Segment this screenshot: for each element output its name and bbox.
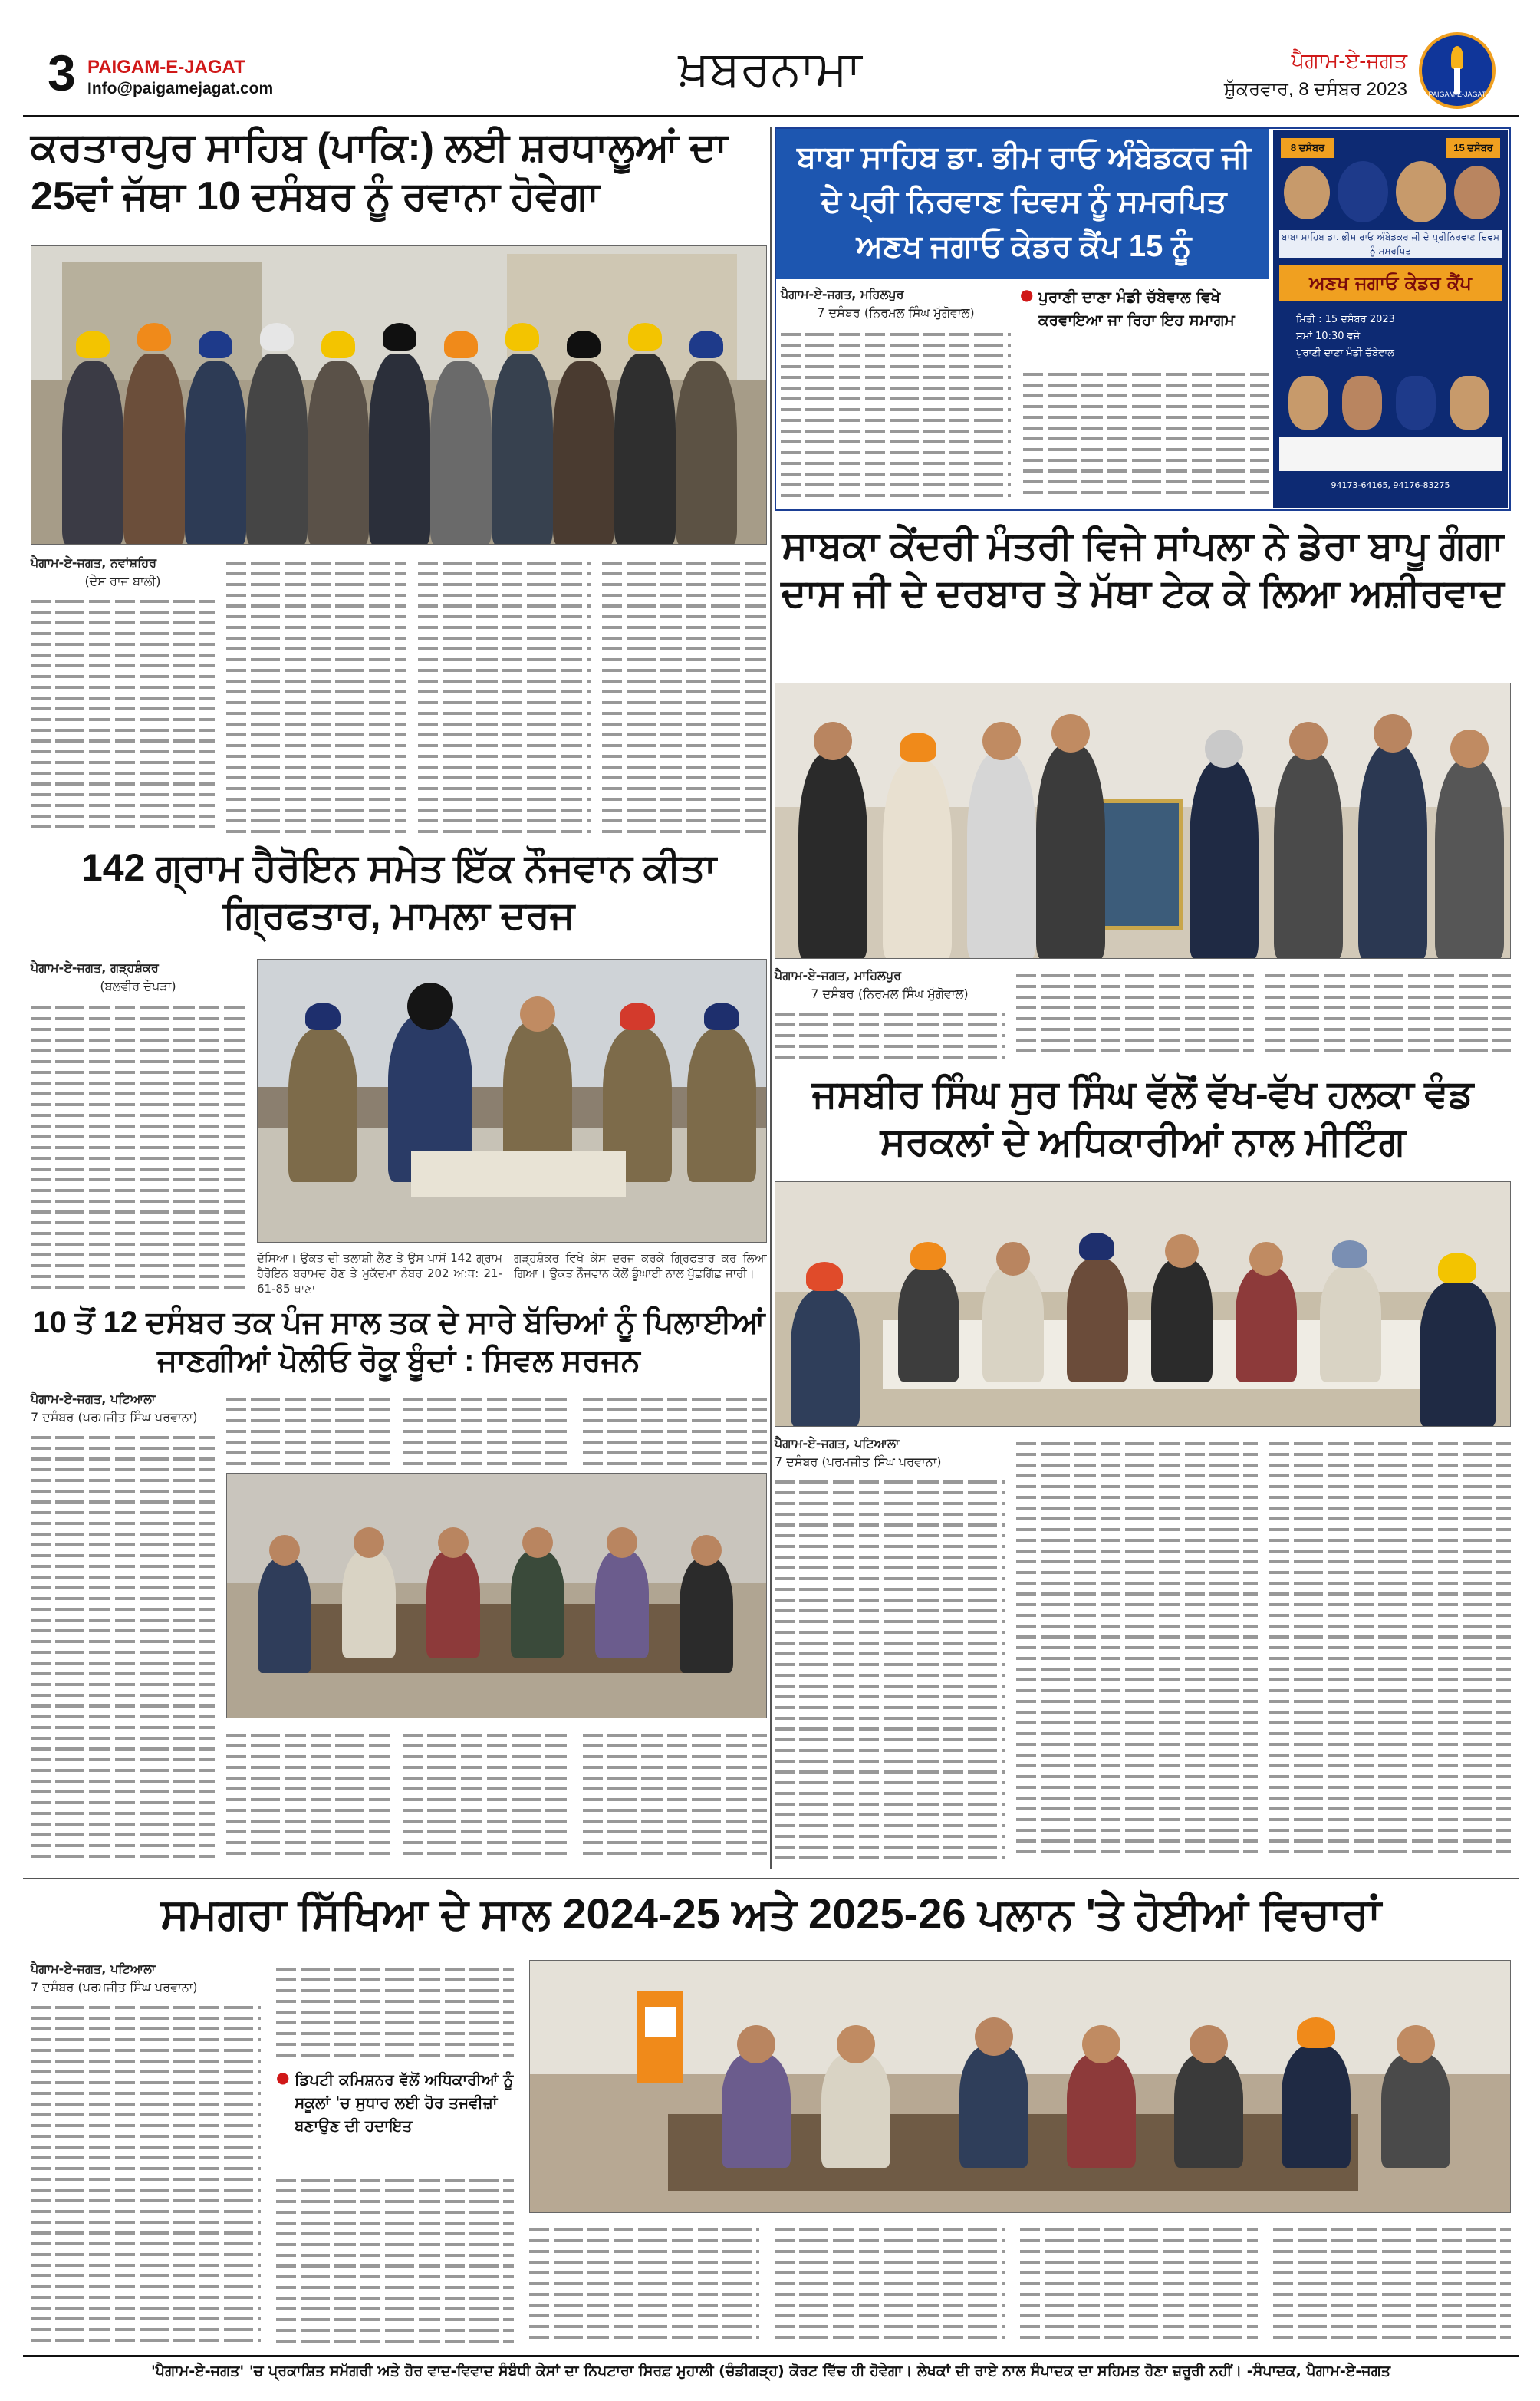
body-kartarpur-col3 — [418, 554, 591, 838]
column-divider — [770, 127, 772, 1869]
byline-polio: ਪੈਗਾਮ-ਏ-ਜਗਤ, ਪਟਿਆਲਾ — [31, 1392, 156, 1406]
headline-education: ਸਮਗਰਾ ਸਿੱਖਿਆ ਦੇ ਸਾਲ 2024-25 ਅਤੇ 2025-26 ਪਲਾਨ 'ਤੇ ਹੋਈਆਂ ਵਿਚਾਰਾਂ — [160, 1889, 1381, 1938]
ambedkar-title: ਬਾਬਾ ਸਾਹਿਬ ਡਾ. ਭੀਮ ਰਾਓ ਅੰਬੇਡਕਰ ਜੀ ਦੇ ਪ੍ਰੀ ਨਿਰਵਾਣ ਦਿਵਸ ਨੂੰ ਸਮਰਪਿਤ ਅਣਖ ਜਗਾਓ ਕੇਡਰ ਕੈਂਪ 15 ਨੂੰ — [797, 140, 1251, 263]
body-polio-col3-bottom — [403, 1726, 571, 1864]
brand-name-left: PAIGAM-E-JAGAT — [87, 57, 245, 77]
byline-education: ਪੈਗਾਮ-ਏ-ਜਗਤ, ਪਟਿਆਲਾ — [31, 1961, 156, 1976]
body-heroin-lead: ਦੱਸਿਆ। ਉਕਤ ਦੀ ਤਲਾਸ਼ੀ ਲੈਣ ਤੇ ਉਸ ਪਾਸੋਂ 142 ਗ੍ਰਾਮ ਹੈਰੋਇਨ ਬਰਾਮਦ ਹੋਣ ਤੇ ਮੁਕੱਦਮਾ ਨੰਬਰ 202 ਅ:ਧ: 21-61-85 ਥਾਣਾ — [257, 1251, 502, 1296]
masthead-rule — [23, 115, 1519, 117]
body-kartarpur-col4 — [602, 554, 767, 838]
body-polio-col1 — [31, 1428, 215, 1866]
byline-jasbir: ਪੈਗਾਮ-ਏ-ਜਗਤ, ਪਟਿਆਲਾ — [775, 1436, 900, 1451]
byline-ambedkar: ਪੈਗਾਮ-ਏ-ਜਗਤ, ਮਹਿਲਪੁਰ — [781, 287, 904, 301]
poster-title: ਅਣਖ ਜਗਾਓ ਕੇਡਰ ਕੈਂਪ — [1279, 265, 1502, 301]
bullet-icon: ● — [1020, 285, 1034, 304]
body-polio-col4-bottom — [583, 1726, 767, 1864]
body-ambedkar-col2 — [1023, 365, 1269, 506]
body-education-col2-top — [276, 1960, 514, 2060]
poster-tag-right: 15 ਦਸੰਬਰ — [1446, 138, 1500, 158]
reporter-education: 7 ਦਸੰਬਰ (ਪਰਮਜੀਤ ਸਿੰਘ ਪਰਵਾਨਾ) — [31, 1980, 198, 1994]
body-jasbir-col3 — [1269, 1434, 1511, 1866]
education-callout: ਡਿਪਟੀ ਕਮਿਸ਼ਨਰ ਵੱਲੋਂ ਅਧਿਕਾਰੀਆਂ ਨੂੰ ਸਕੂਲਾਂ 'ਚ ਸੁਧਾਰ ਲਈ ਹੋਰ ਤਜਵੀਜ਼ਾਂ ਬਣਾਉਣ ਦੀ ਹਦਾਇਤ — [295, 2070, 514, 2135]
ambedkar-poster — [1273, 130, 1508, 508]
body-heroin-end: ਗੜ੍ਹਸ਼ੰਕਰ ਵਿਖੇ ਕੇਸ ਦਰਜ ਕਰਕੇ ਗ੍ਰਿਫਤਾਰ ਕਰ ਲਿਆ ਗਿਆ। ਉਕਤ ਨੌਜਵਾਨ ਕੋਲੋਂ ਡੂੰਘਾਈ ਨਾਲ ਪੁੱਛਗਿੱਛ ਜਾਰੀ। — [514, 1251, 767, 1280]
reporter-heroin: (ਬਲਵੀਰ ਚੌਪੜਾ) — [100, 979, 176, 993]
body-education-col3 — [529, 2221, 759, 2347]
reporter-sampla: 7 ਦਸੰਬਰ (ਨਿਰਮਲ ਸਿੰਘ ਮੁੱਗੋਵਾਲ) — [811, 986, 969, 1001]
photo-kartarpur-group — [31, 245, 767, 545]
photo-heroin-arrest — [257, 959, 767, 1243]
body-education-col6 — [1273, 2221, 1511, 2347]
section-title: ਖ਼ਬਰਨਾਮਾ — [678, 41, 862, 96]
headline-jasbir: ਜਸਬੀਰ ਸਿੰਘ ਸੁਰ ਸਿੰਘ ਵੱਲੋਂ ਵੱਖ-ਵੱਖ ਹਲਕਾ ਵੰਡ ਸਰਕਲਾਂ ਦੇ ਅਧਿਕਾਰੀਆਂ ਨਾਲ ਮੀਟਿੰਗ — [811, 1072, 1474, 1163]
footer-rule — [23, 2355, 1519, 2357]
headline-kartarpur: ਕਰਤਾਰਪੁਰ ਸਾਹਿਬ (ਪਾਕਿ:) ਲਈ ਸ਼ਰਧਾਲੂਆਂ ਦਾ 25ਵਾਂ ਜੱਥਾ 10 ਦਸੰਬਰ ਨੂੰ ਰਵਾਨਾ ਹੋਵੇਗਾ — [31, 125, 728, 219]
brand-name-right: ਪੈਗਾਮ-ਏ-ਜਗਤ — [1291, 49, 1407, 72]
body-polio-col3-top — [403, 1390, 571, 1467]
section-divider — [23, 1878, 1519, 1879]
poster-time: ਸਮਾਂ 10:30 ਵਜੇ — [1296, 331, 1361, 342]
headline-heroin: 142 ਗ੍ਰਾਮ ਹੈਰੋਇਨ ਸਮੇਤ ਇੱਕ ਨੌਜਵਾਨ ਕੀਤਾ ਗ੍ਰਿਫਤਾਰ, ਮਾਮਲਾ ਦਰਜ — [81, 846, 717, 937]
body-kartarpur-col1 — [31, 592, 215, 836]
reporter-jasbir: 7 ਦਸੰਬਰ (ਪਰਮਜੀਤ ਸਿੰਘ ਪਰਵਾਨਾ) — [775, 1454, 942, 1469]
body-jasbir-col1 — [775, 1473, 1005, 1866]
body-education-col1 — [31, 1998, 261, 2347]
torch-logo-icon — [1419, 32, 1496, 109]
page-number: 3 — [48, 44, 76, 101]
issue-date: ਸ਼ੁੱਕਰਵਾਰ, 8 ਦਸੰਬਰ 2023 — [1223, 79, 1407, 100]
body-kartarpur-col2 — [226, 554, 406, 838]
byline-sampla: ਪੈਗਾਮ-ਏ-ਜਗਤ, ਮਾਹਿਲਪੁਰ — [775, 968, 902, 983]
poster-tag-left: 8 ਦਸੰਬਰ — [1281, 138, 1334, 158]
photo-education-meeting — [529, 1960, 1511, 2213]
body-education-col4 — [775, 2221, 1005, 2347]
logo-text: PAIGAM-E-JAGAT — [1428, 91, 1486, 98]
poster-place: ਪੁਰਾਣੀ ਦਾਣਾ ਮੰਡੀ ਚੱਬੇਵਾਲ — [1296, 347, 1394, 359]
body-education-col5 — [1020, 2221, 1258, 2347]
poster-phone: 94173-64165, 94176-83275 — [1331, 480, 1450, 490]
body-sampla-col3 — [1265, 967, 1511, 1063]
footer-disclaimer: 'ਪੈਗਾਮ-ਏ-ਜਗਤ' 'ਚ ਪ੍ਰਕਾਸ਼ਿਤ ਸਮੱਗਰੀ ਅਤੇ ਹੋਰ ਵਾਦ-ਵਿਵਾਦ ਸੰਬੰਧੀ ਕੇਸਾਂ ਦਾ ਨਿਪਟਾਰਾ ਸਿਰਫ਼ ਮੁਹਾਲੀ (ਚੰਡੀਗੜ੍ਹ) ਕੋਰਟ ਵਿੱਚ ਹੀ ਹੋਵੇਗਾ। ਲੇਖਕਾਂ ਦੀ ਰਾਏ ਨਾਲ ਸੰਪਾਦਕ ਦਾ ਸਹਿਮਤ ਹੋਣਾ ਜ਼ਰੂਰੀ ਨਹੀਂ। -ਸੰਪਾਦਕ, ਪੈਗਾਮ-ਏ-ਜਗਤ — [150, 2363, 1391, 2380]
poster-date: ਮਿਤੀ : 15 ਦਸੰਬਰ 2023 — [1296, 314, 1395, 325]
reporter-ambedkar: 7 ਦਸੰਬਰ (ਨਿਰਮਲ ਸਿੰਘ ਮੁੱਗੋਵਾਲ) — [817, 305, 975, 320]
ambedkar-callout: ਪੁਰਾਣੀ ਦਾਣਾ ਮੰਡੀ ਚੱਬੇਵਾਲ ਵਿਖੇ ਕਰਵਾਇਆ ਜਾ ਰਿਹਾ ਇਹ ਸਮਾਗਮ — [1038, 288, 1235, 329]
byline-kartarpur: ਪੈਗਾਮ-ਏ-ਜਗਤ, ਨਵਾਂਸ਼ਹਿਰ — [31, 555, 157, 570]
headline-polio: 10 ਤੋਂ 12 ਦਸੰਬਰ ਤਕ ਪੰਜ ਸਾਲ ਤਕ ਦੇ ਸਾਰੇ ਬੱਚਿਆਂ ਨੂੰ ਪਿਲਾਈਆਂ ਜਾਣਗੀਆਂ ਪੋਲੀਓ ਰੋਕੂ ਬੂੰਦਾਂ : ਸਿਵਲ ਸਰਜਨ — [32, 1306, 765, 1378]
photo-polio-meeting — [226, 1473, 767, 1718]
reporter-kartarpur: (ਦੇਸ ਰਾਜ ਬਾਲੀ) — [84, 574, 161, 588]
photo-jasbir-meeting — [775, 1181, 1511, 1427]
body-jasbir-col2 — [1016, 1434, 1258, 1866]
body-polio-col2-top — [226, 1390, 391, 1467]
reporter-polio: 7 ਦਸੰਬਰ (ਪਰਮਜੀਤ ਸਿੰਘ ਪਰਵਾਨਾ) — [31, 1410, 198, 1424]
body-education-col2-bottom — [276, 2171, 514, 2347]
body-polio-col4-top — [583, 1390, 767, 1467]
byline-heroin: ਪੈਗਾਮ-ਏ-ਜਗਤ, ਗੜ੍ਹਸ਼ੰਕਰ — [31, 960, 159, 975]
body-heroin-col1 — [31, 999, 245, 1298]
poster-subtitle: ਬਾਬਾ ਸਾਹਿਬ ਡਾ. ਭੀਮ ਰਾਓ ਅੰਬੇਡਕਰ ਜੀ ਦੇ ਪ੍ਰੀਨਿਰਵਾਣ ਦਿਵਸ ਨੂੰ ਸਮਰਪਿਤ — [1279, 230, 1502, 258]
contact-email[interactable]: Info@paigamejagat.com — [87, 80, 274, 97]
photo-sampla-darbar — [775, 683, 1511, 959]
body-sampla-col2 — [1016, 967, 1254, 1063]
bullet-icon: ● — [276, 2068, 290, 2086]
body-ambedkar-col1 — [781, 325, 1011, 506]
headline-sampla: ਸਾਬਕਾ ਕੇਂਦਰੀ ਮੰਤਰੀ ਵਿਜੇ ਸਾਂਪਲਾ ਨੇ ਡੇਰਾ ਬਾਪੂ ਗੰਗਾ ਦਾਸ ਜੀ ਦੇ ਦਰਬਾਰ ਤੇ ਮੱਥਾ ਟੇਕ ਕੇ ਲਿਆ ਅਸ਼ੀਰਵਾਦ — [781, 524, 1505, 614]
body-polio-col2-bottom — [226, 1726, 391, 1864]
body-sampla-col1 — [775, 1005, 1005, 1063]
